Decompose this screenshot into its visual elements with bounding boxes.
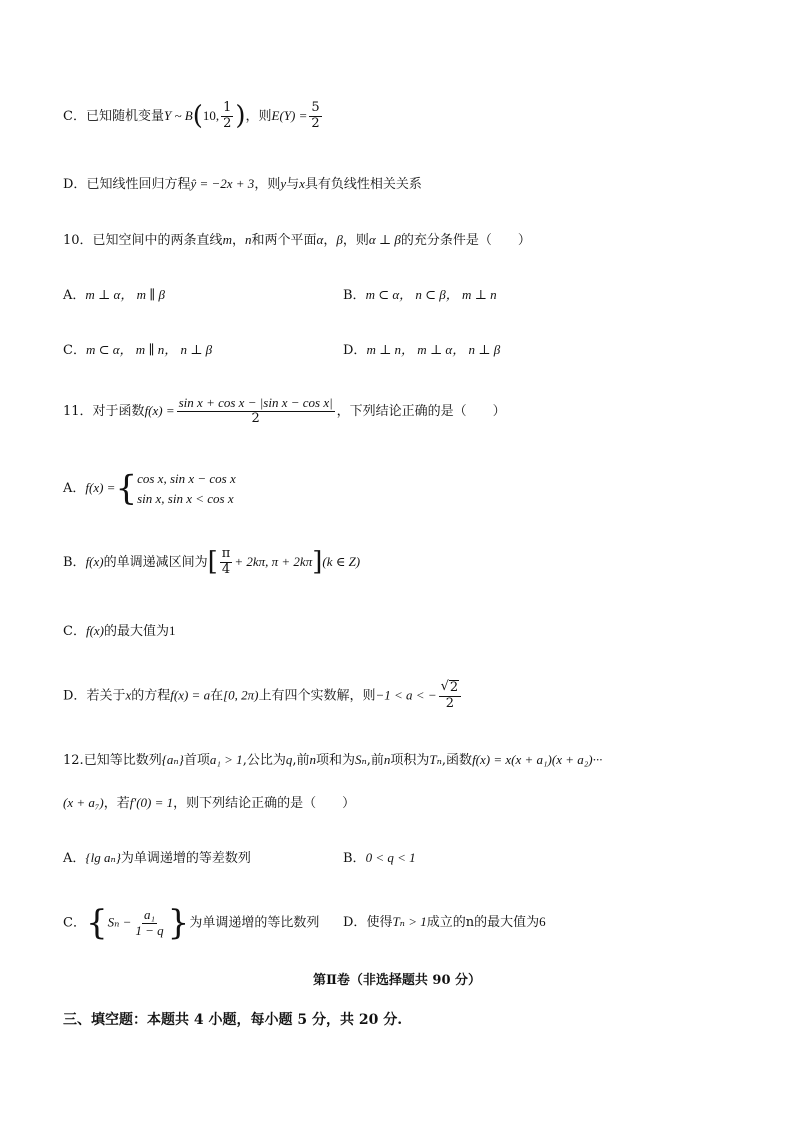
fraction [221, 101, 233, 132]
math-expr: 1 [169, 623, 176, 638]
question-11 [63, 396, 506, 427]
math-expr: n [383, 752, 391, 767]
option-label: D． [343, 343, 367, 358]
option-b-q10 [343, 287, 497, 304]
numerator: 5 [311, 100, 320, 116]
math-expr: [0, 2π) [223, 687, 259, 703]
option-label: D． [63, 688, 87, 704]
math-expr: Sₙ [354, 752, 367, 767]
math-expr: β [336, 232, 343, 247]
bracket-right: ] [312, 547, 323, 577]
radicand: 2 [449, 680, 459, 695]
option-text: 具有负线性相关关系 [304, 177, 422, 192]
case-line: sin x, sin x < cos x [137, 490, 234, 506]
question-text: 首项 [183, 753, 210, 768]
math-expr: f′(0) = 1 [129, 795, 174, 810]
option-text: 与 [286, 177, 300, 192]
math-expr: α ⊥ β [368, 232, 401, 247]
question-text: ,公比为 [242, 753, 286, 768]
option-text: 使得 [366, 915, 393, 930]
question-text: ,前 [366, 753, 384, 768]
denominator: 2 [223, 116, 232, 132]
fraction [177, 396, 335, 427]
math-expr: −1 < a < − [375, 687, 437, 703]
question-10 [63, 232, 531, 249]
denominator: 2 [311, 116, 320, 132]
math-expr: f(x) = x(x + a₁)(x + a₂)··· [472, 752, 603, 767]
math-expr: Sₙ − [107, 914, 132, 930]
option-text: 若关于 [86, 688, 126, 704]
option-label: C． [63, 109, 86, 125]
math-expr: m ⊂ α， m ∥ n， n ⊥ β [85, 342, 213, 357]
math-expr: a₁ > 1 [209, 752, 243, 767]
math-expr: 10, [202, 108, 220, 124]
option-text: 的单调递减区间为 [103, 555, 208, 571]
option-text: ，则 [245, 109, 272, 125]
question-text: ，若 [103, 796, 130, 811]
denominator: 1 − q [135, 922, 164, 938]
question-12 [63, 752, 602, 769]
paren-left: ( [192, 101, 203, 131]
denominator: 2 [251, 410, 260, 426]
option-label: C． [63, 915, 86, 931]
option-text: ，则 [254, 177, 281, 192]
piecewise-cases [137, 469, 236, 508]
numerator: π [221, 546, 231, 562]
math-expr: q [285, 752, 293, 767]
math-expr: 0 < q < 1 [365, 850, 416, 865]
question-text: ，则下列结论正确的是（ ） [173, 796, 356, 811]
option-text: 上有四个实数解，则 [258, 688, 376, 704]
math-expr: Tₙ [429, 752, 442, 767]
question-text: ，下列结论正确的是（ ） [336, 403, 506, 419]
option-b-q11 [63, 547, 360, 578]
math-expr: x [125, 687, 132, 703]
question-text: ，则 [342, 233, 369, 248]
math-expr: f(x) = a [170, 687, 211, 703]
part-heading: 三、填空题：本题共 4 小题，每小题 5 分，共 20 分. [63, 1012, 403, 1028]
math-expr: n [309, 752, 316, 767]
bracket-left: [ [207, 547, 218, 577]
question-number: 11． [63, 403, 93, 419]
math-expr: + 2kπ, π + 2kπ [234, 554, 313, 570]
option-c-q11 [63, 623, 176, 640]
math-expr: Y ~ B [163, 108, 193, 124]
brace-left: { [115, 468, 138, 509]
paren-right: ) [235, 101, 246, 131]
option-c-q10 [63, 342, 212, 359]
math-expr: m ⊥ α， m ∥ β [85, 287, 165, 302]
option-text: 已知线性回归方程 [86, 177, 191, 192]
sqrt-numerator: √ 2 [439, 680, 462, 697]
math-expr: (k ∈ Z) [322, 554, 361, 570]
question-text: 对于函数 [92, 403, 145, 419]
option-label: C． [63, 343, 86, 358]
math-expr: x [299, 176, 305, 191]
option-text: 在 [210, 688, 224, 704]
question-text: 已知等比数列 [83, 753, 162, 768]
option-label: C． [63, 624, 86, 639]
option-label: D． [63, 177, 87, 192]
question-12-cont [63, 795, 355, 812]
option-a-q12 [63, 850, 251, 867]
option-text: 成立的n的最大值为 [426, 915, 540, 930]
question-text: 项和为 [315, 753, 355, 768]
question-text: ,函数 [441, 753, 473, 768]
math-expr: {aₙ} [161, 752, 184, 767]
option-label: B． [63, 555, 86, 571]
numerator: sin x + cos x − |sin x − cos x| [178, 395, 333, 410]
denominator: 4 [221, 562, 231, 578]
math-expr: n [244, 232, 252, 247]
math-expr: y [280, 176, 287, 191]
option-d-q11 [63, 680, 463, 712]
option-label: B． [343, 288, 366, 303]
math-expr: m ⊂ α， n ⊂ β， m ⊥ n [365, 287, 497, 302]
math-expr: f(x) [85, 554, 104, 570]
question-number: 10． [63, 233, 93, 248]
option-text: 的最大值为 [104, 624, 170, 639]
question-text: ,前 [292, 753, 310, 768]
brace-left: { [85, 903, 108, 943]
fraction [220, 547, 233, 578]
question-text: 已知空间中的两条直线 [92, 233, 223, 248]
option-text: 已知随机变量 [85, 109, 164, 125]
question-text: 和两个平面 [251, 233, 317, 248]
option-a-q11 [63, 469, 236, 508]
denominator: 2 [445, 695, 455, 711]
numerator: 1 [223, 100, 232, 116]
section-heading: 第Ⅱ卷（非选择题共 90 分） [312, 973, 482, 988]
numerator: a₁ [144, 906, 156, 922]
math-expr: (x + a₇) [63, 795, 104, 810]
math-expr: ŷ = −2x + 3 [190, 176, 255, 191]
option-text: 为单调递增的等比数列 [189, 915, 320, 931]
math-expr: f(x) = [85, 480, 116, 495]
option-d-q9 [63, 176, 422, 193]
math-expr: Tₙ > 1 [392, 914, 427, 929]
math-expr: f(x) [85, 623, 104, 638]
option-b-q12 [343, 850, 416, 867]
question-number: 12. [63, 753, 84, 768]
option-text: 的方程 [131, 688, 171, 704]
option-d-q12 [343, 914, 546, 931]
option-label: A． [63, 851, 86, 866]
math-expr: 6 [539, 914, 546, 929]
option-label: B． [343, 851, 366, 866]
question-text: ， [231, 233, 245, 248]
option-label: D． [343, 915, 367, 930]
math-expr: {lg aₙ} [85, 850, 121, 865]
option-text: 为单调递增的等差数列 [120, 851, 251, 866]
option-c-q12 [63, 903, 320, 943]
question-text: 的充分条件是（ ） [400, 233, 531, 248]
case-line: cos x, sin x − cos x [137, 471, 236, 486]
question-text: ， [323, 233, 337, 248]
math-expr: E(Y) = [271, 108, 308, 124]
fraction [133, 908, 165, 939]
question-text: 项积为 [390, 753, 430, 768]
brace-right: } [167, 903, 190, 943]
fraction [309, 101, 321, 132]
fraction [439, 680, 462, 712]
option-c-q9 [63, 101, 324, 132]
option-label: A． [63, 288, 86, 303]
math-expr: m ⊥ n， m ⊥ α， n ⊥ β [366, 342, 501, 357]
option-d-q10 [343, 342, 500, 359]
math-expr: m [222, 232, 232, 247]
math-expr: f(x) = [144, 402, 175, 418]
option-a-q10 [63, 287, 165, 304]
math-expr: α [316, 232, 324, 247]
option-label: A． [63, 481, 86, 496]
